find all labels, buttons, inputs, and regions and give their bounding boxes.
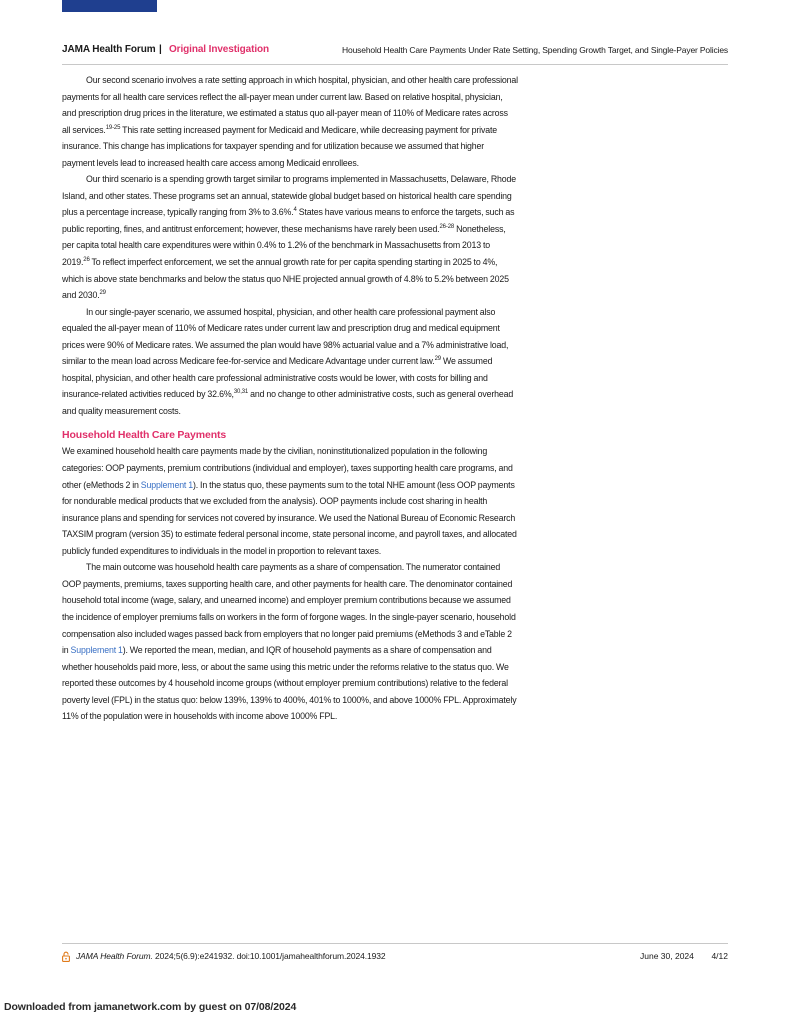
header-rule (62, 64, 728, 65)
header-separator: | (159, 44, 162, 55)
text-run: We assumed hospital, physician, and other health care professional administrative costs would be lower, with costs for billing and insurance-related activities reduced by 32.6%, (62, 356, 493, 400)
citation-text: 2024;5(6.9):e241932. doi:10.1001/jamahealthforum.2024.1932 (152, 951, 386, 961)
page-footer (62, 950, 728, 964)
paragraph-rate-setting (62, 72, 518, 171)
section-heading: Household Health Care Payments (62, 429, 227, 442)
reference-superscript: 19-25 (105, 124, 121, 131)
text-run: ). In the status quo, these payments sum to the total NHE amount (less OOP payments for nondurable medical products that we excluded from the analysis). OOP payments include cost sharing in health insurance plans and spending for services not covered by insurance. We used the National Bureau of Economic Research TAXSIM program (version 35) to estimate federal personal income, state personal income, and payroll taxes, and allocated publicly funded expenditures to individuals in the model in proportion to relevant taxes. (62, 479, 517, 556)
reference-superscript: 30,31 (233, 389, 249, 396)
paragraph-spending-growth (62, 171, 518, 303)
page-number: 4/12 (711, 951, 728, 961)
supplement-link[interactable]: Supplement 1 (140, 479, 193, 490)
reference-superscript: 4 (293, 207, 297, 214)
text-run: ). We reported the mean, median, and IQR of household payments as a share of compensation and whether households paid more, less, or about the same using this metric under the reforms relative to the status quo. We reported these outcomes by 4 household income groups (without employer premium contributions) relative to the federal poverty level (FPL) in the status quo: below 139%, 139% to 400%, 401% to 1000%, and above 1000% FPL. Approximately 11% of the population were in households with income above 1000% FPL. (62, 645, 517, 722)
publication-date: June 30, 2024 (640, 951, 694, 961)
footer-journal-name: JAMA Health Forum. (76, 951, 153, 961)
paragraph-single-payer (62, 304, 518, 420)
open-access-lock-icon (62, 951, 70, 962)
paragraph-main-outcome (62, 559, 518, 724)
article-type: Original Investigation (169, 44, 270, 55)
download-notice: Downloaded from jamanetwork.com by guest on 07/08/2024 (4, 1001, 297, 1013)
text-run: Our third scenario is a spending growth target similar to programs implemented in Massachusetts, Delaware, Rhode Island, and other states. These programs set an annual, statewide global budget based on historical health care spending plus a percentage increase, typically ranging from 3% to 3.6%. (62, 174, 516, 218)
journal-name: JAMA Health Forum (62, 44, 156, 55)
article-body (62, 72, 518, 725)
text-run: In our single-payer scenario, we assumed hospital, physician, and other health care professional payment also equaled the all-payer mean of 110% of Medicare rates under current law and prescription drug and medical equipment prices were 90% of Medicare rates. We assumed the plan would have 98% actuarial value and a 7% administrative load, similar to the mean load across Medicare fee-for-service and Medicare Advantage under current law. (62, 306, 509, 367)
running-title: Household Health Care Payments Under Rate Setting, Spending Growth Target, and Single-Payer Policies (342, 45, 728, 55)
text-run: States have various means to enforce the targets, such as public reporting, fines, and antitrust enforcement; however, these mechanisms have rarely been used. (62, 207, 515, 234)
text-run: To reflect imperfect enforcement, we set the annual growth rate for per capita spending starting in 2025 to 4%, which is above state benchmarks and below the status quo NHE projected annual growth of 4.8% to 5.2% between 2025 and 2030. (62, 257, 509, 301)
top-color-bar (62, 0, 157, 12)
reference-superscript: 26 (83, 257, 90, 264)
supplement-link[interactable]: Supplement 1 (70, 645, 123, 656)
text-run: Our second scenario involves a rate setting approach in which hospital, physician, and other health care professional payments for all health care services reflect the all-payer mean under current law. Based on relative hospital, physician, and prescription drug prices in the literature, we estimated a status quo all-payer mean of 110% of Medicare rates across all services. (62, 75, 518, 135)
reference-superscript: 26-28 (439, 223, 455, 230)
footer-rule (62, 943, 728, 944)
text-run: We examined household health care payments made by the civilian, noninstitutionalized population in the following categories: OOP payments, premium contributions (individual and employer), taxes supporting health care programs, and other (eMethods 2 in (62, 446, 513, 490)
paragraph-household-payments (62, 443, 518, 559)
citation (76, 951, 386, 961)
reference-superscript: 29 (434, 356, 441, 363)
text-run: and no change to other administrative costs, such as general overhead and quality measurement costs. (62, 389, 514, 416)
text-run: This rate setting increased payment for Medicaid and Medicare, while decreasing payment for private insurance. This change has implications for taxpayer spending and for utilization because we assumed that higher payment levels lead to increased health care access among Medicaid enrollees. (62, 124, 498, 168)
text-run: The main outcome was household health care payments as a share of compensation. The numerator contained OOP payments, premiums, taxes supporting health care, and other payments for health care. The denominator contained household total income (wage, salary, and unearned income) and employer premium contributions because we assumed the incidence of employer premiums falls on workers in the form of forgone wages. In the single-payer scenario, household compensation also included wages passed back from employers that no longer paid premiums (eMethods 3 and eTable 2 in (62, 562, 516, 656)
page-header (62, 44, 728, 58)
text-run: Nonetheless, per capita total health care expenditures were within 0.4% to 1.2% of the benchmark in Massachusetts from 2013 to 2019. (62, 223, 506, 268)
reference-superscript: 29 (99, 290, 106, 297)
